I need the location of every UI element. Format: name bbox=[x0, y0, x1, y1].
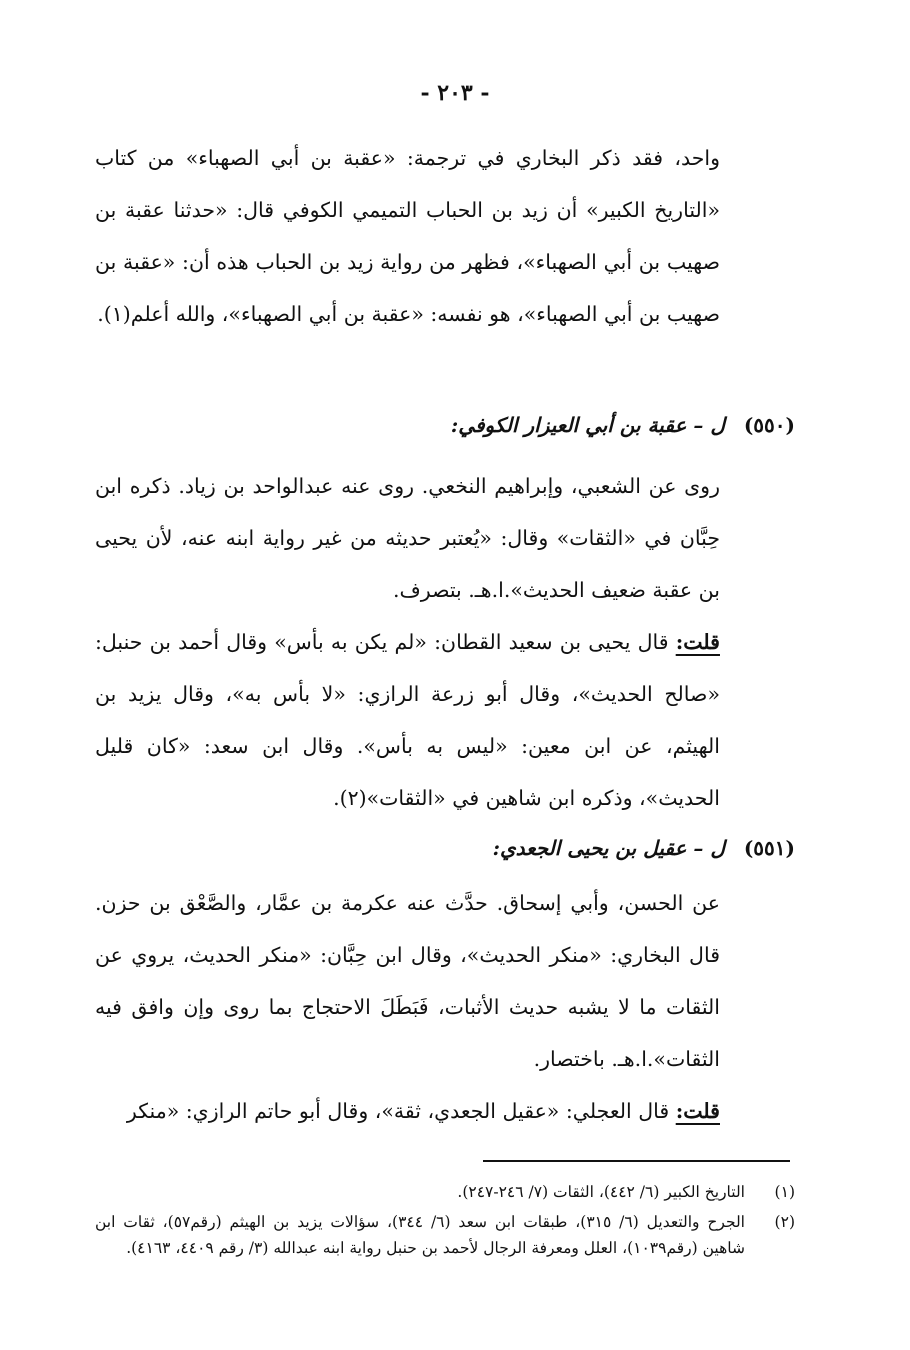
paragraph-text: واحد، فقد ذكر البخاري في ترجمة: «عقبة بن أبي الصهباء» من كتاب «التاريخ الكبير» أن زيد بن الحباب التميمي الكوفي قال: «حدثنا عقبة بن صهيب بن أبي الصهباء»، فظهر من رواية زيد بن الحباب هذه أن: «عقبة بن صهيب بن أبي الصهباء»، هو نفسه: «عقبة بن أبي الصهباء»، والله أعلم(١). bbox=[95, 146, 720, 326]
qult-paragraph bbox=[95, 616, 720, 824]
entry-title: ل – عقبة بن أبي العيزار الكوفي: bbox=[450, 413, 725, 437]
footnote-text: الجرح والتعديل (٦/ ٣١٥)، طبقات ابن سعد (٦/ ٣٤٤)، سؤالات يزيد بن الهيثم (رقم٥٧)، ثقات ابن شاهين (رقم١٠٣٩)، العلل ومعرفة الرجال لأحمد بن حنبل رواية ابنه عبدالله (٣/ رقم ٤٤٠٩، ٤١٦٣). bbox=[95, 1213, 745, 1257]
footnote-item bbox=[95, 1209, 795, 1261]
entry-text: روى عن الشعبي، وإبراهيم النخعي. روى عنه عبدالواحد بن زياد. ذكره ابن حِبَّان في «الثقات» وقال: «يُعتبر حديثه من غير رواية ابنه عنه، لأن يحيى بن عقبة ضعيف الحديث».ا.هـ. بتصرف. bbox=[95, 474, 720, 602]
qult-text: قال العجلي: «عقيل الجعدي، ثقة»، وقال أبو حاتم الرازي: «منكر bbox=[126, 1099, 670, 1123]
qult-paragraph bbox=[95, 1085, 720, 1137]
qult-label: قلت: bbox=[675, 1099, 720, 1123]
entry-text: عن الحسن، وأبي إسحاق. حدَّث عنه عكرمة بن عمَّار، والصَّعْق بن حزن. قال البخاري: «منكر الحديث»، وقال ابن حِبَّان: «منكر الحديث، يروي عن الثقات ما لا يشبه حديث الأثبات، فَبَطَلَ الاحتجاج بما روى وإن وافق فيه الثقات».ا.هـ. باختصار. bbox=[95, 891, 720, 1071]
footnote-text: التاريخ الكبير (٦/ ٤٤٢)، الثقات (٧/ ٢٤٦-٢٤٧). bbox=[457, 1183, 745, 1201]
entry-number: (٥٥١) bbox=[743, 836, 795, 860]
footnotes bbox=[95, 1175, 795, 1265]
qult-label: قلت: bbox=[675, 630, 720, 654]
page-number: - ٢٠٣ - bbox=[420, 80, 490, 106]
entry-body-551 bbox=[95, 877, 720, 1137]
entry-body-550 bbox=[95, 460, 720, 824]
continued-paragraph bbox=[95, 132, 720, 340]
qult-text: قال يحيى بن سعيد القطان: «لم يكن به بأس» وقال أحمد بن حنبل: «صالح الحديث»، وقال أبو زرعة الرازي: «لا بأس به»، وقال يزيد بن الهيثم، عن ابن معين: «ليس به بأس». وقال ابن سعد: «كان قليل الحديث»، وذكره ابن شاهين في «الثقات»(٢). bbox=[95, 630, 720, 810]
footnote-item bbox=[95, 1179, 795, 1205]
entry-title: ل – عقيل بن يحيى الجعدي: bbox=[492, 836, 725, 860]
footnote-divider bbox=[483, 1160, 790, 1162]
entry-number: (٥٥٠) bbox=[743, 413, 795, 437]
entry-heading-551 bbox=[95, 828, 795, 868]
footnote-number: (١) bbox=[774, 1183, 795, 1201]
entry-heading-550 bbox=[95, 405, 795, 445]
footnote-number: (٢) bbox=[774, 1213, 795, 1231]
